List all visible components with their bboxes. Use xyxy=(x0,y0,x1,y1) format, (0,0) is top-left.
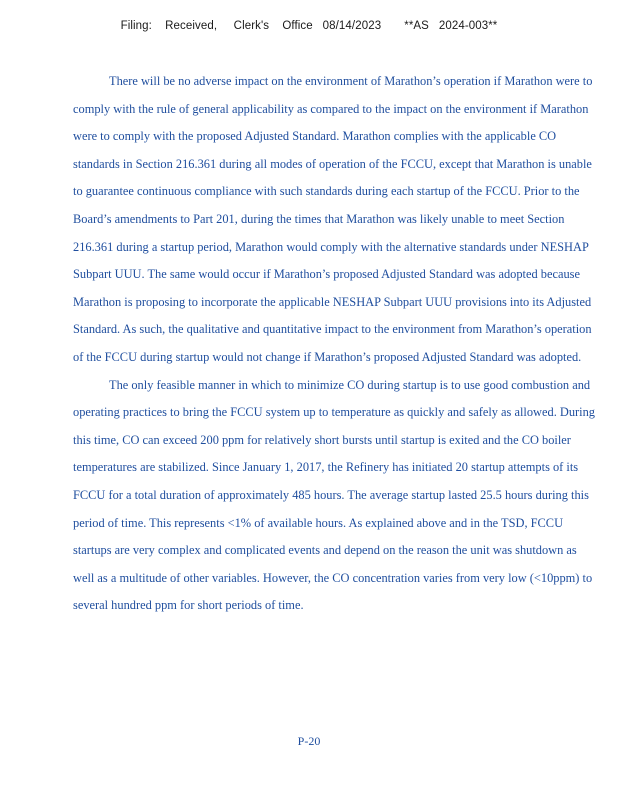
paragraph-environmental-impact: There will be no adverse impact on the environment of Marathon’s operation if Marathon were to comply with the rule of general applicability as compared to the impact on the environment if Marathon were to comply with the proposed Adjusted Standard. Marathon complies with the applicable CO standards in Section 216.361 during all modes of operation of the FCCU, except that Marathon is unable to guarantee continuous compliance with such standards during each startup of the FCCU. Prior to the Board’s amendments to Part 201, during the times that Marathon was likely unable to meet Section 216.361 during a startup period, Marathon would comply with the alternative standards under NESHAP Subpart UUU. The same would occur if Marathon’s proposed Adjusted Standard was adopted because Marathon is proposing to incorporate the applicable NESHAP Subpart UUU provisions into its Adjusted Standard. As such, the qualitative and quantitative impact to the environment from Marathon’s operation of the FCCU during startup would not change if Marathon’s proposed Adjusted Standard was adopted. xyxy=(73,74,593,364)
document-body xyxy=(73,68,598,620)
paragraph-startup-co-minimization: The only feasible manner in which to minimize CO during startup is to use good combustion and operating practices to bring the FCCU system up to temperature as quickly and safely as allowed. During this time, CO can exceed 200 ppm for relatively short bursts until startup is exited and the CO boiler temperatures are stabilized. Since January 1, 2017, the Refinery has initiated 20 startup attempts of its FCCU for a total duration of approximately 485 hours. The average startup lasted 25.5 hours during this period of time. This represents <1% of available hours. As explained above and in the TSD, FCCU startups are very complex and complicated events and depend on the reason the unit was shutdown as well as a multitude of other variables. However, the CO concentration varies from very low (<10ppm) to several hundred ppm for short periods of time. xyxy=(73,377,595,613)
page-number: P-20 xyxy=(297,734,321,748)
filing-stamp-header: Filing: Received, Clerk's Office 08/14/2023 **AS 2024-003** xyxy=(120,20,498,32)
